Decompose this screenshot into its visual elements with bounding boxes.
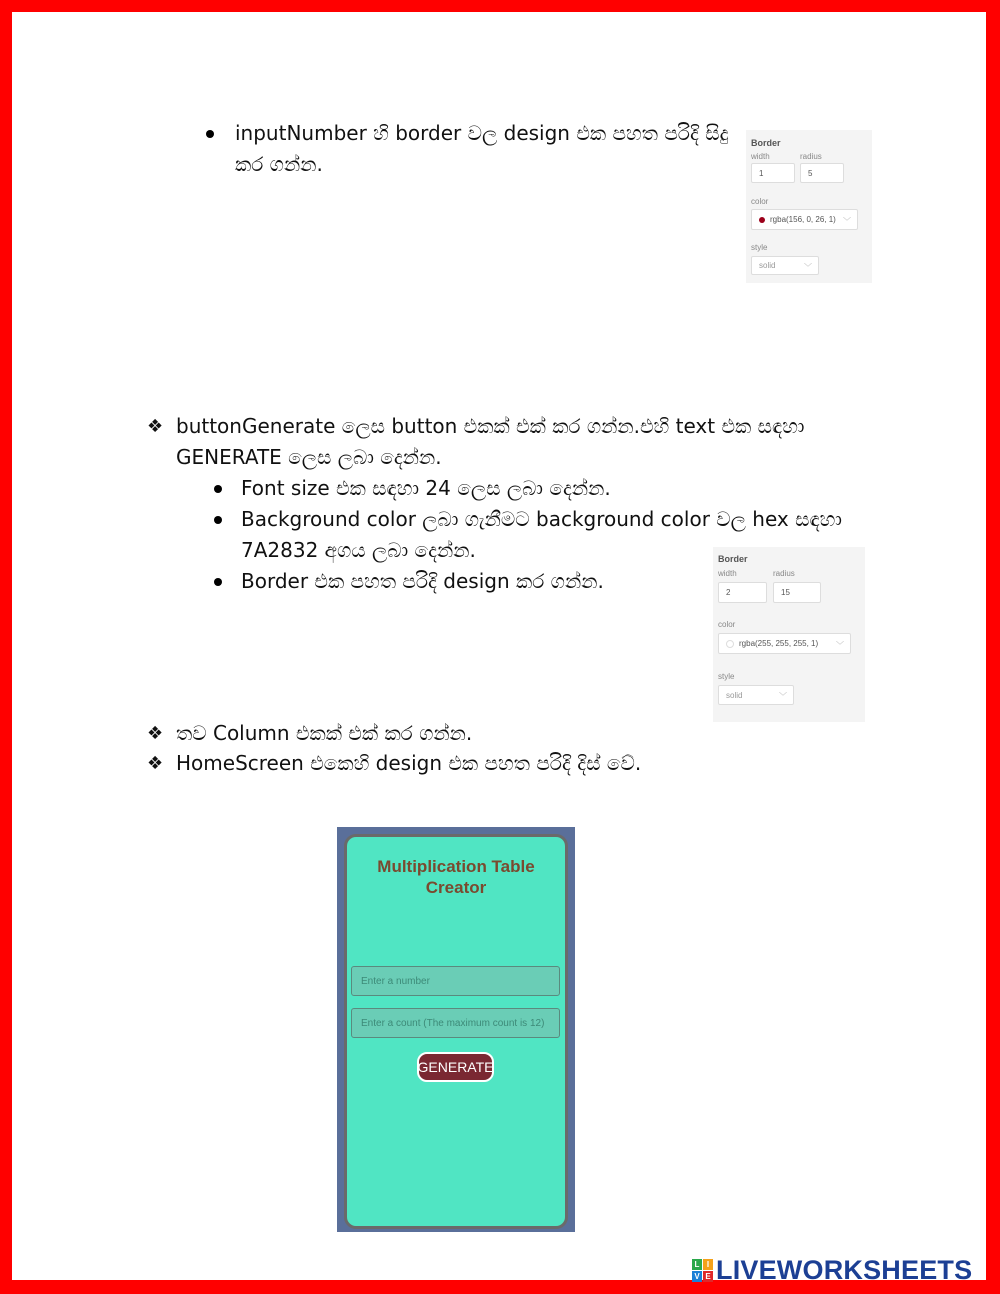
chevron-down-icon: ﹀ [843, 216, 851, 226]
section2-main-line2: GENERATE ලෙස ලබා දෙන්න. [176, 445, 442, 469]
color-label: color [718, 620, 736, 629]
color-select[interactable] [718, 633, 851, 654]
color-label: color [751, 197, 769, 206]
panel-title: Border [718, 554, 748, 564]
bullet-icon [214, 516, 222, 524]
section1-line1: inputNumber හි border වල design එක පහත පරිදි සිදු [235, 121, 729, 145]
chevron-down-icon: ﹀ [836, 640, 844, 650]
width-input[interactable]: 2 [718, 582, 767, 603]
chevron-down-icon: ﹀ [804, 262, 812, 272]
section2-main-line1: buttonGenerate ලෙස button එකක් එක් කර ගන්න.එහි text එක සඳහා [176, 414, 805, 438]
radius-label: radius [800, 152, 822, 161]
section1-line2: කර ගන්න. [235, 152, 323, 176]
style-value: solid [726, 690, 743, 700]
chevron-down-icon: ﹀ [779, 692, 787, 701]
radius-input[interactable]: 5 [800, 163, 844, 183]
border-panel-1 [746, 130, 872, 283]
panel-title: Border [751, 138, 781, 148]
section2-sub2-line1: Background color ලබා ගැනීමට background color වල hex සඳහා [241, 507, 842, 531]
style-label: style [751, 243, 768, 252]
logo-grid-icon: L I V E [692, 1259, 713, 1282]
app-title-line1: Multiplication Table [377, 857, 535, 876]
radius-label: radius [773, 569, 795, 578]
width-label: width [751, 152, 770, 161]
diamond-bullet-icon: ❖ [147, 723, 164, 744]
section3-item1: තව Column එකක් එක් කර ගන්න. [176, 721, 473, 745]
bullet-icon [214, 578, 222, 586]
count-input[interactable]: Enter a count (The maximum count is 12) [351, 1008, 560, 1038]
bullet-icon [214, 485, 222, 493]
border-panel-2 [713, 547, 865, 722]
diamond-bullet-icon: ❖ [147, 416, 164, 437]
app-title [344, 856, 568, 898]
radius-input[interactable]: 15 [773, 582, 821, 603]
width-input[interactable]: 1 [751, 163, 795, 183]
diamond-bullet-icon: ❖ [147, 753, 164, 774]
color-select[interactable] [751, 209, 858, 230]
section2-sub2-line2: 7A2832 අගය ලබා දෙන්න. [241, 538, 476, 562]
section2-sub1: Font size එක සඳහා 24 ලෙස ලබා දෙන්න. [241, 476, 611, 500]
color-swatch [759, 217, 765, 223]
color-swatch [726, 640, 734, 648]
number-input[interactable]: Enter a number [351, 966, 560, 996]
style-label: style [718, 672, 735, 681]
color-value: rgba(255, 255, 255, 1) [739, 639, 819, 648]
style-value: solid [759, 261, 776, 270]
style-select[interactable] [751, 256, 819, 275]
generate-button[interactable]: GENERATE [417, 1052, 494, 1082]
style-select[interactable] [718, 685, 794, 705]
bullet-icon [206, 130, 214, 138]
brand-name: LIVEWORKSHEETS [716, 1254, 973, 1285]
section2-sub3: Border එක පහත පරිදි design කර ගන්න. [241, 569, 604, 593]
width-label: width [718, 569, 737, 578]
liveworksheets-logo [692, 1256, 972, 1284]
color-value: rgba(156, 0, 26, 1) [770, 215, 836, 224]
app-title-line2: Creator [425, 878, 487, 897]
section3-item2: HomeScreen එකෙහි design එක පහත පරිදි දිස් වේ. [176, 751, 642, 775]
